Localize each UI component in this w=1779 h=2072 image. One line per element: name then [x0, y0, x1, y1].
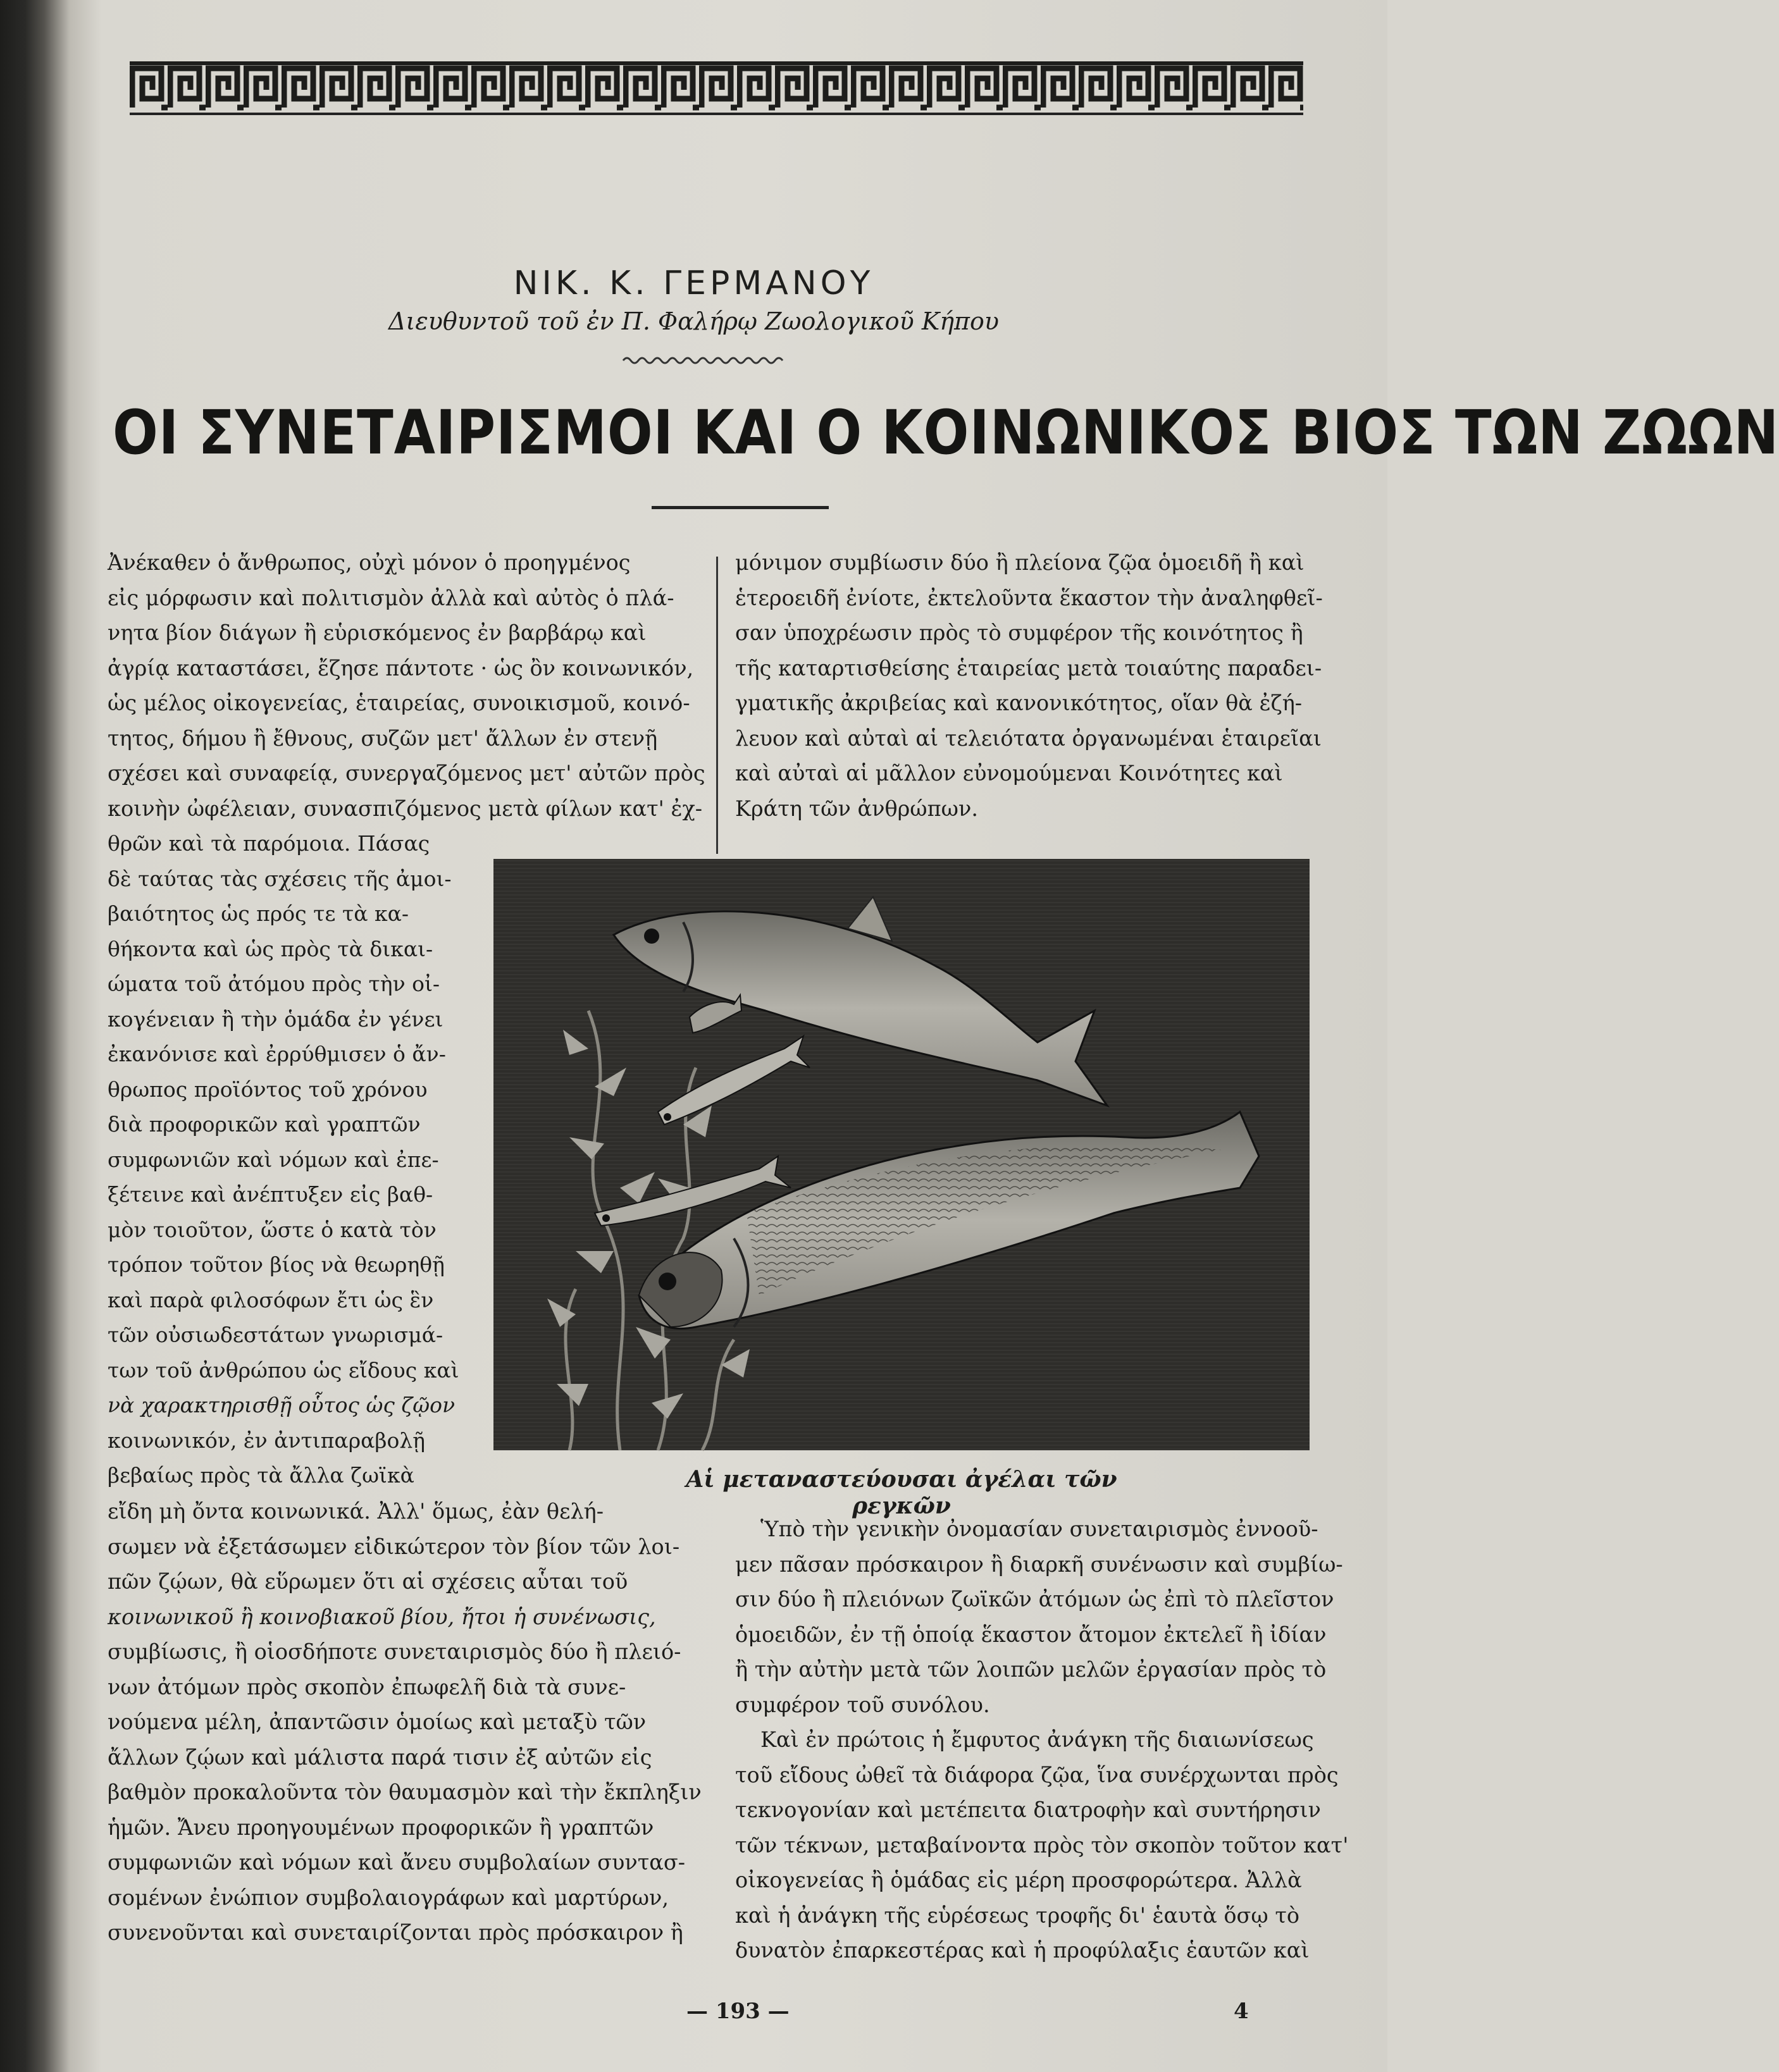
text-line: καὶ ἡ ἀνάγκη τῆς εὑρέσεως τροφῆς δι' ἑαυτὰ ὅσῳ τὸ	[735, 1902, 1300, 1928]
text-line: σομένων ἐνώπιον συμβολαιογράφων καὶ μαρτύρων,	[108, 1885, 669, 1910]
text-line: τοῦ εἴδους ὠθεῖ τὰ διάφορα ζῷα, ἵνα συνέρχωνται πρὸς	[735, 1762, 1339, 1787]
text-line: συμβίωσις, ἢ οἱοσδήποτε συνεταιρισμὸς δύο ἢ πλειό-	[108, 1639, 681, 1664]
text-line: καὶ αὐταὶ αἱ μᾶλλον εὐνομούμεναι Κοινότητες καὶ	[735, 761, 1283, 786]
text-line: ώματα τοῦ ἀτόμου πρὸς τὴν οἰ-	[108, 971, 440, 996]
herring-illustration	[493, 859, 1310, 1450]
text-line: νὰ χαρακτηρισθῇ οὗτος ὡς ζῷον	[108, 1393, 456, 1417]
text-line: ὡς μέλος οἰκογενείας, ἑταιρείας, συνοικισμοῦ, κοινό-	[108, 691, 690, 715]
figure-caption: Αἱ μεταναστεύουσαι ἀγέλαι τῶν ρεγκῶν	[686, 1466, 1117, 1519]
article-title: ΟΙ ΣΥΝΕΤΑΙΡΙΣΜΟΙ ΚΑΙ Ο ΚΟΙΝΩΝΙΚΟΣ ΒΙΟΣ ΤΩΝ ΖΩΩΝ	[113, 397, 1779, 468]
greek-key-border	[130, 62, 1303, 115]
text-line: ὁμοειδῶν, ἐν τῇ ὁποίᾳ ἕκαστον ἄτομον ἐκτελεῖ ἢ ἰδίαν	[735, 1622, 1327, 1647]
text-line: κοινωνικοῦ ἢ κοινοβιακοῦ βίου, ἤτοι ἡ συνένωσις,	[108, 1604, 656, 1629]
text-line: συμφέρον τοῦ συνόλου.	[735, 1692, 990, 1717]
page-number: — 193 —	[686, 1999, 790, 2024]
right-column-top	[735, 545, 1330, 826]
text-line: τητος, δήμου ἢ ἔθνους, συζῶν μετ' ἄλλων ἐν στενῇ	[108, 725, 658, 751]
text-line: ξέτεινε καὶ ἀνέπτυξεν εἰς βαθ-	[108, 1182, 433, 1207]
text-line: σιν δύο ἢ πλειόνων ζωϊκῶν ἀτόμων ὡς ἐπὶ τὸ πλεῖστον	[735, 1587, 1334, 1612]
text-line: κογένειαν ἢ τὴν ὁμάδα ἐν γένει	[108, 1006, 443, 1032]
text-line: βαιότητος ὡς πρός τε τὰ κα-	[108, 901, 409, 926]
text-line: νούμενα μέλη, ἀπαντῶσιν ὁμοίως καὶ μεταξὺ τῶν	[108, 1710, 647, 1734]
text-line: κοινὴν ὠφέλειαν, συνασπιζόμενος μετὰ φίλων κατ' ἐχ-	[108, 796, 703, 821]
text-line: συνενοῦνται καὶ συνεταιρίζονται πρὸς πρόσκαιρον ἢ	[108, 1920, 683, 1945]
text-line: κοινωνικόν, ἐν ἀντιπαραβολῇ	[108, 1428, 426, 1453]
text-line: ἄλλων ζῴων καὶ μάλιστα παρά τισιν ἐξ αὐτῶν εἰς	[108, 1744, 652, 1770]
title-rule	[652, 506, 829, 509]
text-line: καὶ παρὰ φιλοσόφων ἔτι ὡς ἓν	[108, 1287, 434, 1312]
text-line: των τοῦ ἀνθρώπου ὡς εἴδους καὶ	[108, 1357, 459, 1383]
text-line: διὰ προφορικῶν καὶ γραπτῶν	[108, 1112, 421, 1137]
text-line: συμφωνιῶν καὶ νόμων καὶ ἄνευ συμβολαίων συντασ-	[108, 1850, 686, 1875]
text-line: μὸν τοιοῦτον, ὥστε ὁ κατὰ τὸν	[108, 1217, 437, 1242]
right-column-bottom	[735, 1512, 1349, 1968]
text-line: βεβαίως πρὸς τὰ ἄλλα ζωϊκὰ	[108, 1463, 414, 1488]
text-line: σχέσει καὶ συναφείᾳ, συνεργαζόμενος μετ' αὐτῶν πρὸς	[108, 761, 705, 786]
left-column-narrow	[108, 826, 462, 1493]
text-line: πῶν ζῴων, θὰ εὕρωμεν ὅτι αἱ σχέσεις αὗται τοῦ	[108, 1569, 628, 1594]
text-line: θρῶν καὶ τὰ παρόμοια. Πάσας	[108, 831, 430, 856]
printer-signature: 4	[1234, 1999, 1249, 2024]
author-title: Διευθυντοῦ τοῦ ἐν Π. Φαλήρῳ Ζωολογικοῦ Κήπου	[388, 307, 999, 335]
author-name: ΝΙΚ. Κ. ΓΕΡΜΑΝΟΥ	[513, 264, 874, 302]
text-line: ἐκανόνισε καὶ ἐρρύθμισεν ὁ ἄν-	[108, 1042, 446, 1066]
text-line: μεν πᾶσαν πρόσκαιρον ἢ διαρκῆ συνένωσιν καὶ συμβίω-	[735, 1551, 1343, 1577]
text-line: εἰς μόρφωσιν καὶ πολιτισμὸν ἀλλὰ καὶ αὐτὸς ὁ πλά-	[108, 585, 674, 610]
text-line: σωμεν νὰ ἐξετάσωμεν εἰδικώτερον τὸν βίον τῶν λοι-	[108, 1534, 680, 1559]
text-line: Καὶ ἐν πρώτοις ἡ ἔμφυτος ἀνάγκη τῆς διαιωνίσεως	[760, 1727, 1314, 1752]
text-line: εἴδη μὴ ὄντα κοινωνικά. Ἀλλ' ὅμως, ἐὰν θελή-	[108, 1499, 604, 1524]
left-column-bottom	[108, 1494, 709, 1951]
text-line: νων ἀτόμων πρὸς σκοπὸν ἐπωφελῆ διὰ τὰ συνε-	[108, 1674, 626, 1699]
text-line: λευον καὶ αὐταὶ αἱ τελειότατα ὀργανωμέναι ἑταιρεῖαι	[735, 725, 1322, 751]
text-line: ἢ τὴν αὐτὴν μετὰ τῶν λοιπῶν μελῶν ἐργασίαν πρὸς τὸ	[735, 1657, 1327, 1682]
text-line: οἰκογενείας ἢ ὁμάδας εἰς μέρη προσφορώτερα. Ἀλλὰ	[735, 1868, 1302, 1892]
column-divider	[716, 557, 718, 854]
text-line: Ὑπὸ τὴν γενικὴν ὀνομασίαν συνεταιρισμὸς ἐννοοῦ-	[760, 1517, 1318, 1541]
text-line: βαθμὸν προκαλοῦντα τὸν θαυμασμὸν καὶ τὴν ἔκπληξιν	[108, 1780, 702, 1804]
text-line: νητα βίον διάγων ἢ εὑρισκόμενος ἐν βαρβάρῳ καὶ	[108, 620, 647, 645]
text-line: συμφωνιῶν καὶ νόμων καὶ ἐπε-	[108, 1147, 439, 1172]
text-line: τῶν οὐσιωδεστάτων γνωρισμά-	[108, 1323, 443, 1347]
text-line: σαν ὑποχρέωσιν πρὸς τὸ συμφέρον τῆς κοινότητος ἢ	[735, 620, 1303, 645]
text-line: γματικῆς ἀκριβείας καὶ κανονικότητος, οἵαν θὰ ἐζή-	[735, 691, 1303, 715]
text-line: δὲ ταύτας τὰς σχέσεις τῆς ἀμοι-	[108, 866, 452, 891]
text-line: ἑτεροειδῆ ἐνίοτε, ἐκτελοῦντα ἕκαστον τὴν ἀναληφθεῖ-	[735, 585, 1323, 610]
text-line: θρωπος προϊόντος τοῦ χρόνου	[108, 1076, 428, 1102]
text-line: μόνιμον συμβίωσιν δύο ἢ πλείονα ζῷα ὁμοειδῆ ἢ καὶ	[735, 550, 1305, 575]
text-line: δυνατὸν ἐπαρκεστέρας καὶ ἡ προφύλαξις ἑαυτῶν καὶ	[735, 1938, 1310, 1963]
text-line: ἀγρίᾳ καταστάσει, ἔζησε πάντοτε · ὡς ὂν κοινωνικόν,	[108, 655, 694, 681]
text-line: ἡμῶν. Ἄνευ προηγουμένων προφορικῶν ἢ γραπτῶν	[108, 1815, 654, 1840]
text-line: Κράτη τῶν ἀνθρώπων.	[735, 796, 978, 821]
text-line: θήκοντα καὶ ὡς πρὸς τὰ δικαι-	[108, 936, 433, 961]
text-line: τεκνογονίαν καὶ μετέπειτα διατροφὴν καὶ συντήρησιν	[735, 1798, 1321, 1822]
left-column-top	[108, 545, 709, 826]
decorative-squiggle	[623, 354, 788, 367]
text-line: Ἀνέκαθεν ὁ ἄνθρωπος, οὐχὶ μόνον ὁ προηγμένος	[108, 550, 631, 575]
text-line: τῆς καταρτισθείσης ἑταιρείας μετὰ τοιαύτης παραδει-	[735, 655, 1322, 681]
text-line: τῶν τέκνων, μεταβαίνοντα πρὸς τὸν σκοπὸν τοῦτον κατ'	[735, 1832, 1349, 1858]
text-line: τρόπον τοῦτον βίος νὰ θεωρηθῇ	[108, 1252, 445, 1277]
